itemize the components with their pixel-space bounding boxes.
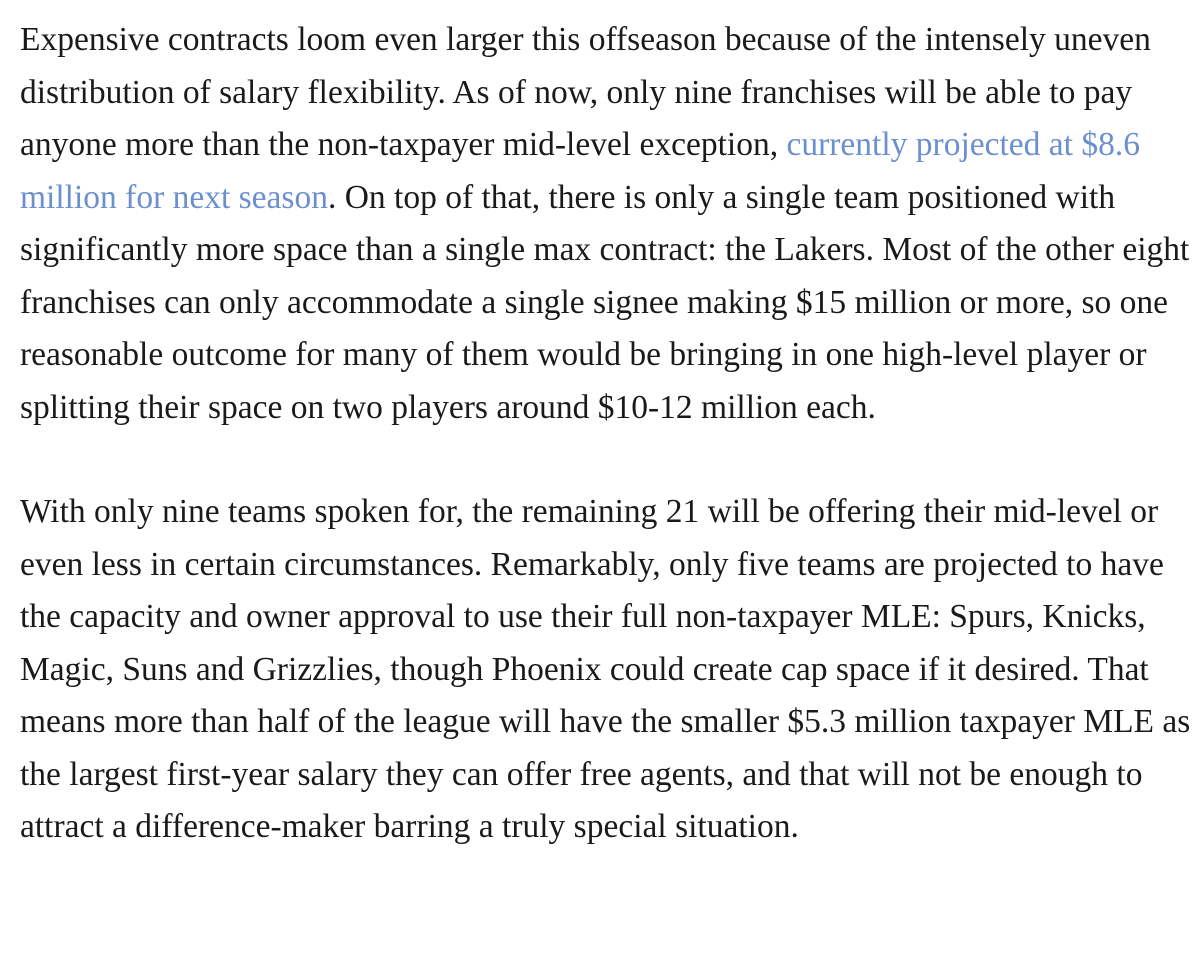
projection-link[interactable]: currently projected at $8.6 million for next season bbox=[20, 126, 1140, 216]
article-body bbox=[20, 14, 1192, 854]
paragraph-1-text-end: . On top of that, there is only a single team positioned with significantly more space than a single max contract: the Lakers. Most of the other eight franchises can only accommodate a single signee making $15 million or more, so one reasonable outcome for many of them would be bringing in one high-level player or splitting their space on two players around $10-12 million each. bbox=[20, 178, 1190, 426]
paragraph-2: With only nine teams spoken for, the remaining 21 will be offering their mid-level or even less in certain circumstances. Remarkably, only five teams are projected to have the capacity and owner approval to use their full non-taxpayer MLE: Spurs, Knicks, Magic, Suns and Grizzlies, though Phoenix could create cap space if it desired. That means more than half of the league will have the smaller $5.3 million taxpayer MLE as the largest first-year salary they can offer free agents, and that will not be enough to attract a difference-maker barring a truly special situation. bbox=[20, 493, 1191, 845]
paragraph-1 bbox=[20, 14, 1192, 434]
paragraph-1-text-start: Expensive contracts loom even larger this offseason because of the intensely uneven distribution of salary flexibility. As of now, only nine franchises will be able to pay anyone more than the non-taxpayer mid-level exception, bbox=[20, 21, 1151, 163]
